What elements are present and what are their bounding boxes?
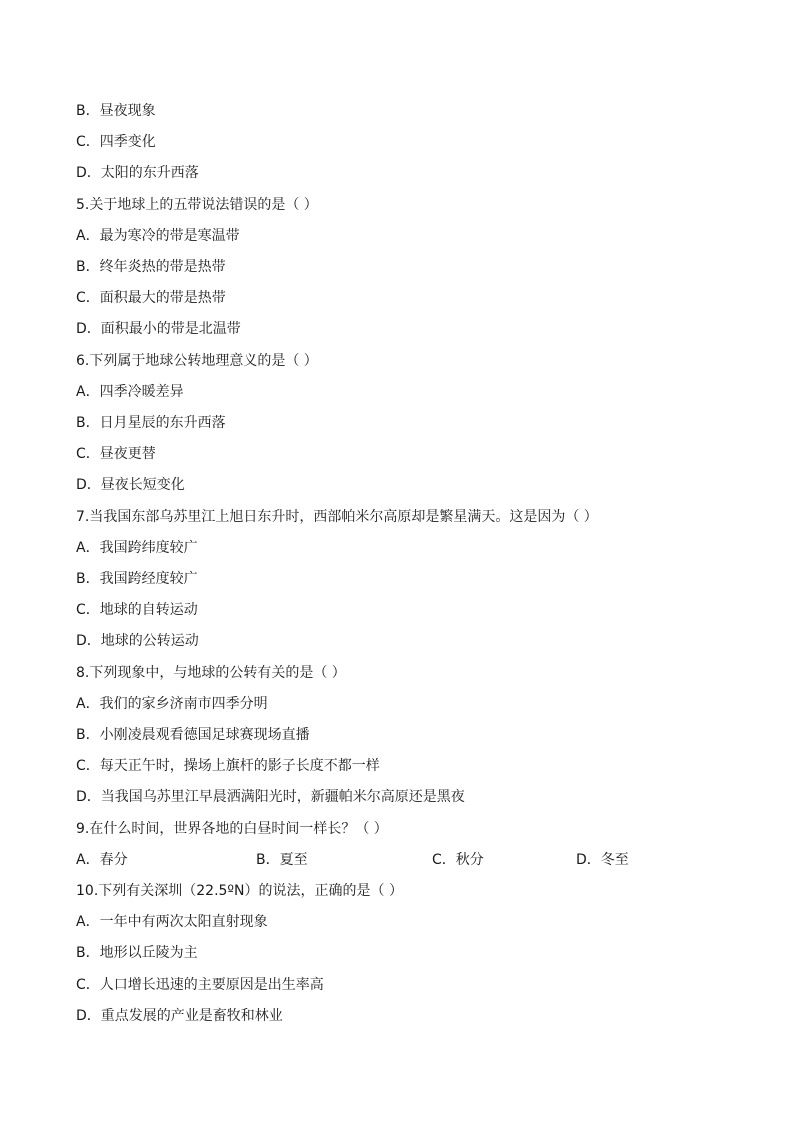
- q8-option-c: C．每天正午时，操场上旗杆的影子长度不都一样: [76, 758, 380, 774]
- question-6: 6.下列属于地球公转地理意义的是（ ）: [76, 353, 318, 369]
- q9-option-c: C．秋分: [432, 852, 484, 868]
- q9-option-b: B．夏至: [256, 852, 308, 868]
- q7-option-a: A．我国跨纬度较广: [76, 540, 198, 556]
- q10-option-b: B．地形以丘陵为主: [76, 945, 198, 961]
- question-10: 10.下列有关深圳（22.5ºN）的说法，正确的是（ ）: [76, 883, 403, 899]
- q4-option-b: B．昼夜现象: [76, 103, 156, 119]
- q6-option-c: C．昼夜更替: [76, 446, 156, 462]
- q7-option-d: D．地球的公转运动: [76, 633, 199, 649]
- q5-option-c: C．面积最大的带是热带: [76, 290, 226, 306]
- q8-option-a: A．我们的家乡济南市四季分明: [76, 696, 268, 712]
- q10-option-c: C．人口增长迅速的主要原因是出生率高: [76, 977, 324, 993]
- q7-option-c: C．地球的自转运动: [76, 602, 198, 618]
- q4-option-c: C．四季变化: [76, 134, 156, 150]
- q5-option-b: B．终年炎热的带是热带: [76, 259, 226, 275]
- q6-option-a: A．四季冷暖差异: [76, 384, 184, 400]
- q8-option-b: B．小刚凌晨观看德国足球赛现场直播: [76, 727, 310, 743]
- q5-option-a: A．最为寒冷的带是寒温带: [76, 228, 240, 244]
- q9-option-a: A．春分: [76, 852, 128, 868]
- q4-option-d: D．太阳的东升西落: [76, 165, 199, 181]
- question-7: 7.当我国东部乌苏里江上旭日东升时，西部帕米尔高原却是繁星满天。这是因为（ ）: [76, 509, 598, 525]
- q10-option-a: A．一年中有两次太阳直射现象: [76, 914, 268, 930]
- question-5: 5.关于地球上的五带说法错误的是（ ）: [76, 197, 318, 213]
- question-8: 8.下列现象中，与地球的公转有关的是（ ）: [76, 665, 346, 681]
- q10-option-d: D．重点发展的产业是畜牧和林业: [76, 1008, 283, 1024]
- q9-option-d: D．冬至: [576, 852, 629, 868]
- question-9: 9.在什么时间，世界各地的白昼时间一样长？（ ）: [76, 821, 388, 837]
- q7-option-b: B．我国跨经度较广: [76, 571, 198, 587]
- q8-option-d: D．当我国乌苏里江早晨洒满阳光时，新疆帕米尔高原还是黑夜: [76, 789, 465, 805]
- q6-option-d: D．昼夜长短变化: [76, 477, 185, 493]
- q6-option-b: B．日月星辰的东升西落: [76, 415, 226, 431]
- q5-option-d: D．面积最小的带是北温带: [76, 321, 241, 337]
